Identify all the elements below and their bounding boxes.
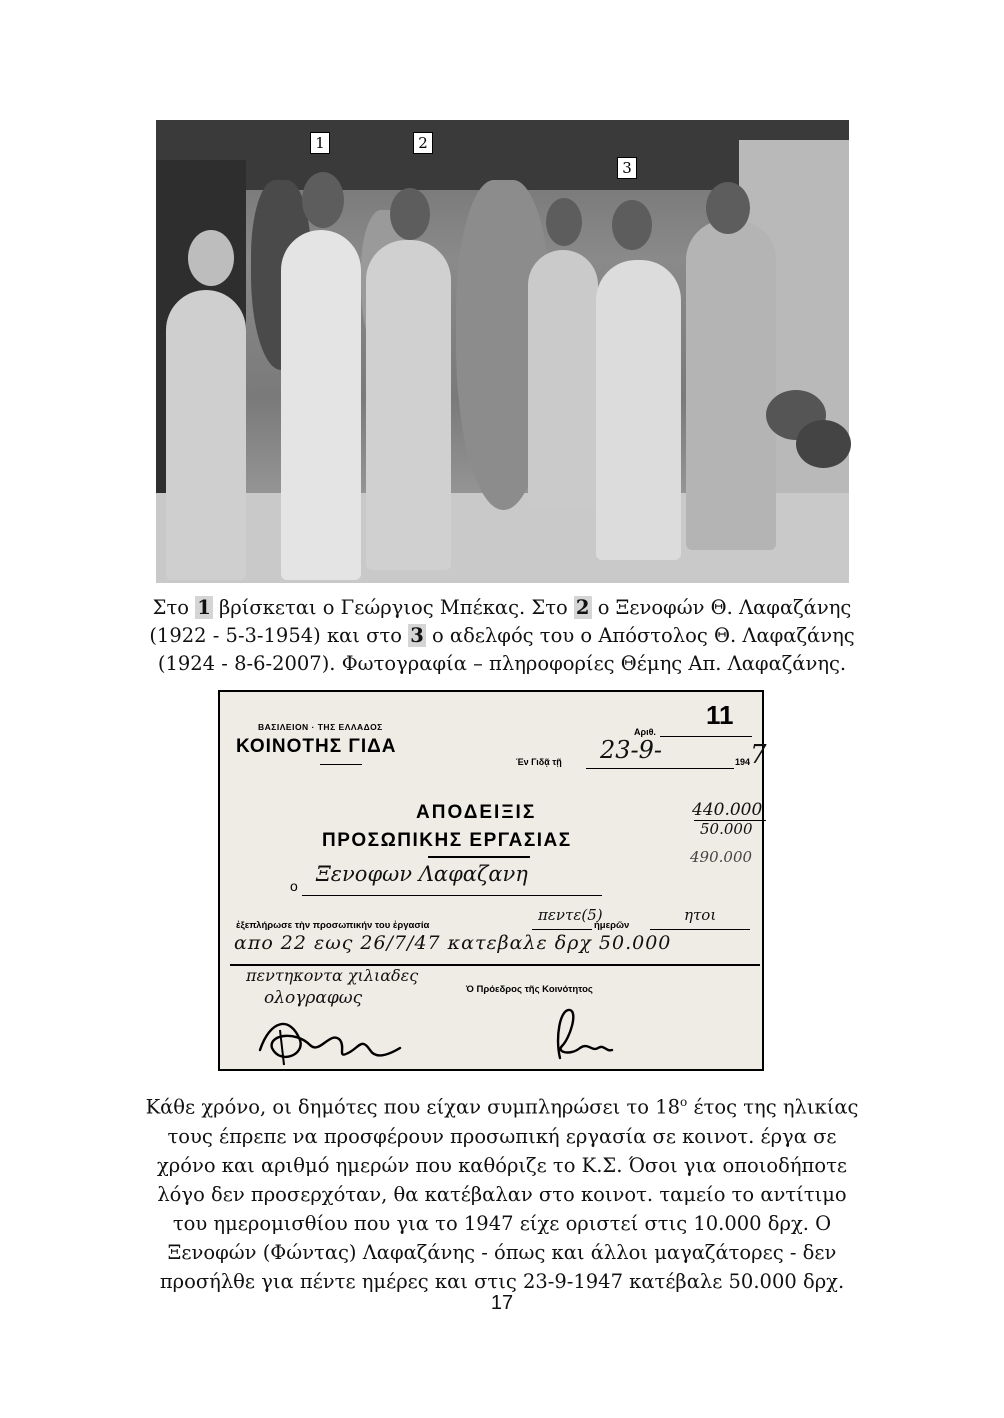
caption-text: ο Ξενοφών Θ. Λαφαζάνης [591,596,852,619]
receipt-kingdom: ΒΑΣΙΛΕΙΟΝ · ΤΗΣ ΕΛΛΑΔΟΣ [258,722,383,732]
receipt-rule [532,929,592,930]
receipt-amount-2: 50.000 [700,820,753,838]
receipt-rule [650,929,750,930]
photo-person-head [302,172,344,228]
receipt-date-label: Έν Γιδᾷ τῇ [516,757,562,767]
receipt-line4-handwritten: πεντηκοντα χιλιαδες [246,966,419,985]
receipt-days-handwritten: πεντε(5) [538,906,603,924]
receipt-year-prefix: 194 [735,757,751,767]
receipt-arith-label: Αριθ. [634,727,656,737]
receipt-signature-left [250,1010,410,1070]
photo-caption [110,594,894,678]
receipt-fulfilled-label: ἐξεπλήρωσε τὴν προσωπικήν του ἐργασία [236,920,430,931]
photo-person-young [528,250,598,510]
caption-text: Κάθε χρόνο, οι δημότες που είχαν συμπληρώσει το 18 [145,1095,681,1119]
photo-person-1 [281,230,361,580]
photo-person-head [546,198,582,246]
receipt-president-label: Ὁ Πρόεδρος τῆς Κοινότητος [466,984,593,995]
photo-person-3 [596,260,681,560]
receipt-year-digit: 7 [750,740,767,770]
photo-person-head [188,230,234,286]
caption-superscript: ο [680,1095,688,1109]
receipt-title-1: ΑΠΟΔΕΙΞΙΣ [416,802,537,823]
caption-line [110,622,894,650]
caption-line: λόγο δεν προσερχόταν, θα κατέβαλαν στο κοινοτ. ταμείο το αντίτιμο [157,1182,847,1206]
caption-text: ο αδελφός του ο Απόστολος Θ. Λαφαζάνης [425,624,855,647]
caption-number-3: 3 [410,624,424,647]
receipt-o-label: ο [290,878,298,894]
caption-text: Στο [152,596,196,619]
receipt-rule [586,768,734,769]
receipt-arith-value: 11 [706,700,734,730]
page-number: 17 [490,1292,514,1314]
caption-text: (1922 - 5-3-1954) και στο [149,624,409,647]
caption-text: έτος της ηλικίας [687,1095,859,1119]
receipt-amount-1: 440.000 [692,800,763,820]
photo-person-soldier [686,220,776,550]
historic-photo-butcher-shop [156,120,849,583]
photo-badge-3: 3 [617,157,637,179]
receipt-rule [428,856,530,858]
receipt-title-2: ΠΡΟΣΩΠΙΚΗΣ ΕΡΓΑΣΙΑΣ [322,830,572,851]
photo-person-2 [366,240,451,570]
receipt-rule [660,736,752,737]
photo-person-head [390,188,430,240]
receipt-caption [110,1088,894,1296]
caption-number-1: 1 [197,596,211,619]
caption-line: (1924 - 8-6-2007). Φωτογραφία – πληροφορίες Θέμης Απ. Λαφαζάνης. [157,652,847,675]
receipt-days-label: ἡμερῶν [594,920,630,931]
caption-line: προσήλθε για πέντε ημέρες και στις 23-9-1947 κατέβαλε 50.000 δρχ. [159,1269,845,1293]
photo-badge-2: 2 [413,132,433,154]
caption-line: του ημερομισθίου που για το 1947 είχε οριστεί στις 10.000 δρχ. Ο [172,1211,832,1235]
receipt-signature-president [540,998,620,1068]
receipt-document [218,690,767,1071]
receipt-rule [302,895,602,896]
receipt-days-handwritten-2: ητοι [684,906,717,924]
receipt-rule [320,764,362,765]
caption-line: τους έπρεπε να προσφέρουν προσωπική εργασία σε κοινοτ. έργα σε [167,1124,837,1148]
caption-line: χρόνο και αριθμό ημερών που καθόριζε το Κ.Σ. Όσοι για οποιοδήποτε [156,1153,848,1177]
receipt-line3-handwritten: απο 22 εως 26/7/47 κατεβαλε δρχ 50.000 [234,932,672,954]
photo-person-head [612,200,652,250]
caption-line [110,594,894,622]
caption-line [110,1088,894,1122]
caption-line: Ξενοφών (Φώντας) Λαφαζάνης - όπως και άλλοι μαγαζάτορες - δεν [167,1240,837,1264]
photo-watermelon [796,420,851,468]
receipt-name-handwritten: Ξενοφων Λαφαζανη [316,862,528,886]
receipt-community-title: ΚΟΙΝΟΤΗΣ ΓΙΔΑ [236,736,397,757]
receipt-amount-3: 490.000 [690,848,753,866]
receipt-line5-handwritten: ολογραφως [264,988,363,1008]
photo-person-head [706,182,750,234]
caption-text: βρίσκεται ο Γεώργιος Μπέκας. Στο [212,596,574,619]
receipt-date-value: 23-9- [600,736,663,764]
photo-badge-1: 1 [310,132,330,154]
photo-person-boy [166,290,246,580]
caption-number-2: 2 [575,596,590,619]
